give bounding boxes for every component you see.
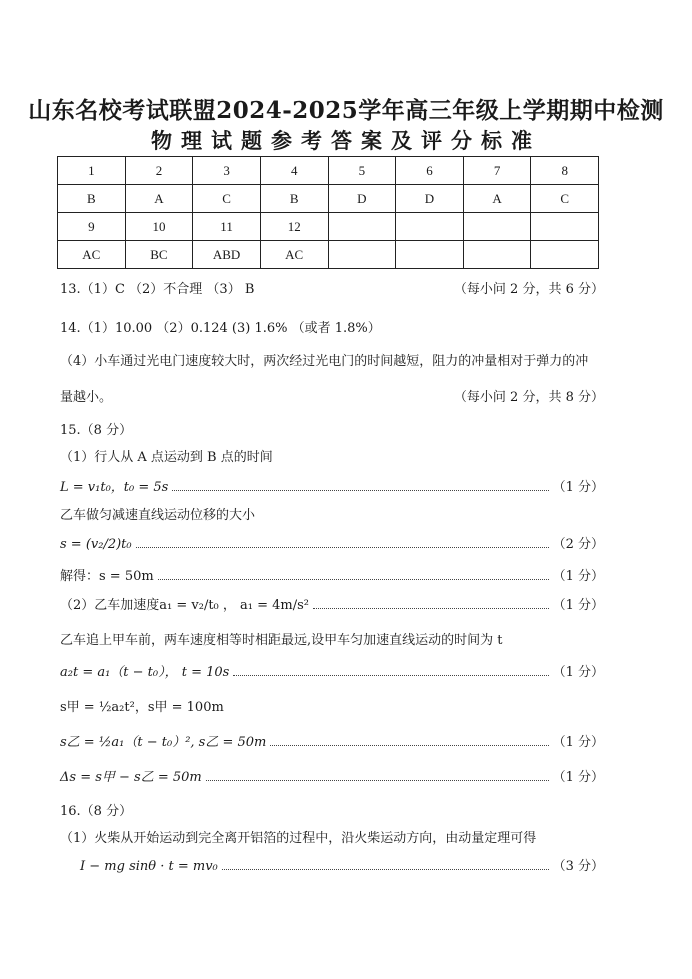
q16-eq1: I − mg sinθ · t = mv₀ [80, 859, 218, 874]
q13-text: 13.（1）C （2）不合理 （3） B [60, 282, 255, 297]
answer-cell: D [328, 185, 396, 213]
q15-eq6: s甲 = ½a₂t²，s甲 = 100m [60, 700, 224, 715]
q15-eq3: 解得：s = 50m [60, 569, 154, 584]
answer-cell: A [125, 185, 193, 213]
q13-line [60, 278, 604, 297]
answer-row [58, 185, 599, 213]
q15-eq4-score: （1 分） [552, 598, 604, 613]
q16-eq1-score: （3 分） [552, 859, 604, 874]
answer-cell: 4 [260, 157, 328, 185]
q15-eq8-score: （1 分） [552, 770, 604, 785]
q15-eq2-line [60, 533, 604, 552]
q15-header: 15.（8 分） [60, 423, 133, 438]
answer-cell: AC [58, 241, 126, 269]
q15-eq7: s乙 = ½a₁（t − t₀）², s乙 = 50m [60, 735, 267, 750]
answer-cell [396, 241, 464, 269]
answer-cell [328, 213, 396, 241]
q15-eq1-line [60, 476, 604, 495]
q13-score: （每小问 2 分，共 6 分） [453, 282, 604, 297]
answer-cell [463, 213, 531, 241]
answer-cell: C [531, 185, 599, 213]
q15-p2: 乙车做匀减速直线运动位移的大小 [60, 508, 256, 523]
q16-header: 16.（8 分） [60, 804, 133, 819]
answer-cell: 7 [463, 157, 531, 185]
leader-dots [233, 674, 548, 676]
answer-table [57, 156, 599, 269]
q15-eq4-line [60, 594, 604, 613]
q15-eq4: （2）乙车加速度a₁ = v₂/t₀ ， a₁ = 4m/s² [60, 598, 310, 613]
q15-eq8-line [60, 766, 604, 785]
leader-dots [313, 607, 549, 609]
answer-cell: 6 [396, 157, 464, 185]
answer-cell: D [396, 185, 464, 213]
leader-dots [136, 546, 549, 548]
answer-cell: 3 [193, 157, 261, 185]
answer-cell: 10 [125, 213, 193, 241]
answer-cell [531, 241, 599, 269]
q16-p1: （1）火柴从开始运动到完全离开铝箔的过程中，沿火柴运动方向，由动量定理可得 [60, 831, 537, 846]
answer-cell [463, 241, 531, 269]
q15-p3: 乙车追上甲车前，两车速度相等时相距最远,设甲车匀加速直线运动的时间为 t [60, 633, 503, 648]
title-line-2: 物理试题参考答案及评分标准 [151, 128, 541, 153]
q15-eq1-score: （1 分） [552, 480, 604, 495]
title-line-1: 山东名校考试联盟2024-2025学年高三年级上学期期中检测 [28, 97, 664, 124]
q14-line-3 [60, 386, 604, 405]
answer-cell: 1 [58, 157, 126, 185]
answer-cell: B [260, 185, 328, 213]
q15-eq5-score: （1 分） [552, 665, 604, 680]
answer-cell [328, 241, 396, 269]
q14-line-1: 14.（1）10.00 （2）0.124 (3) 1.6% （或者 1.8%） [60, 321, 381, 336]
answer-cell: 9 [58, 213, 126, 241]
q15-eq2-score: （2 分） [552, 537, 604, 552]
answer-cell: A [463, 185, 531, 213]
q15-eq5-line [60, 661, 604, 680]
q15-eq3-score: （1 分） [552, 569, 604, 584]
answer-cell: B [58, 185, 126, 213]
answer-row [58, 213, 599, 241]
answer-cell: 2 [125, 157, 193, 185]
answer-cell: 8 [531, 157, 599, 185]
answer-cell: BC [125, 241, 193, 269]
answer-cell: 11 [193, 213, 261, 241]
q15-eq7-line [60, 731, 604, 750]
q15-eq7-score: （1 分） [552, 735, 604, 750]
q14-line-2: （4）小车通过光电门速度较大时，两次经过光电门的时间越短，阻力的冲量相对于弹力的冲 [60, 354, 589, 369]
q14-text-3: 量越小。 [60, 390, 113, 405]
q15-eq5: a₂t = a₁（t − t₀）， t = 10s [60, 665, 230, 680]
answer-cell: ABD [193, 241, 261, 269]
q16-eq1-line [80, 855, 604, 874]
answer-cell: AC [260, 241, 328, 269]
q15-eq2: s = (v₂/2)t₀ [60, 537, 132, 552]
leader-dots [158, 578, 549, 580]
answer-cell: C [193, 185, 261, 213]
leader-dots [222, 868, 549, 870]
answer-cell [531, 213, 599, 241]
leader-dots [270, 744, 548, 746]
q14-score: （每小问 2 分，共 8 分） [453, 390, 604, 405]
answer-cell: 12 [260, 213, 328, 241]
q15-eq8: Δs = s甲 − s乙 = 50m [60, 770, 202, 785]
q15-eq1: L = v₁t₀，t₀ = 5s [60, 480, 169, 495]
answer-cell [396, 213, 464, 241]
q15-eq3-line [60, 565, 604, 584]
answer-row [58, 241, 599, 269]
q15-p1: （1）行人从 A 点运动到 B 点的时间 [60, 450, 273, 465]
leader-dots [172, 489, 548, 491]
answer-cell: 5 [328, 157, 396, 185]
answer-row [58, 157, 599, 185]
leader-dots [206, 779, 549, 781]
